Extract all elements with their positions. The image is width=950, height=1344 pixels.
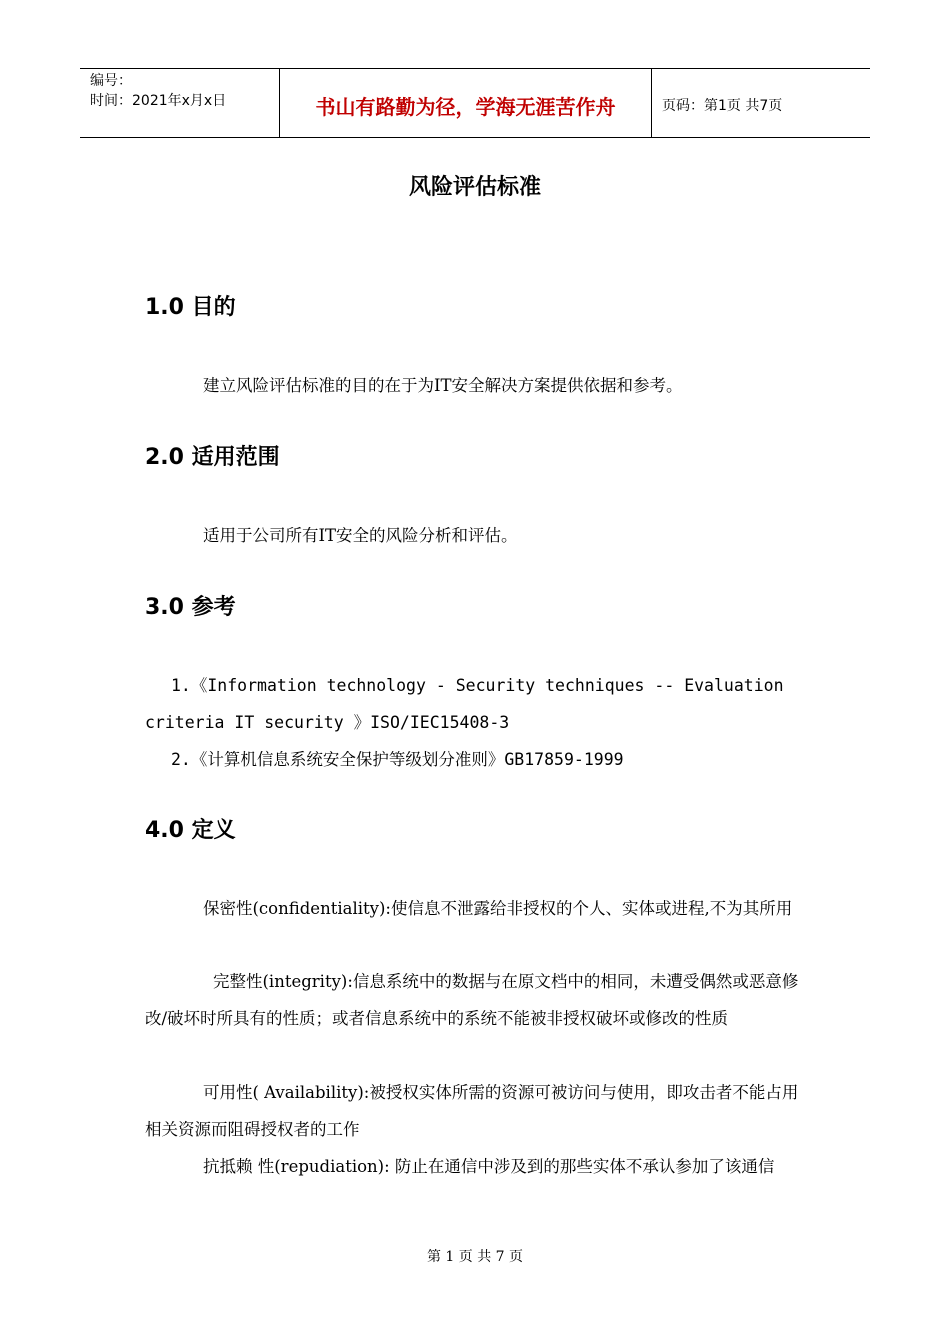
definition-confidentiality: 保密性(confidentiality):使信息不泄露给非授权的个人、实体或进程,不为其所用 xyxy=(203,899,793,918)
definition-availability: 可用性( Availability):被授权实体所需的资源可被访问与使用，即攻击者不能占用相关资源而阻碍授权者的工作 xyxy=(145,1083,799,1139)
reference-item: 1.《Information technology - Security techniques -- Evaluation criteria IT security 》ISO/IEC15408-3 xyxy=(145,676,784,732)
document-number: 编号： xyxy=(90,73,132,89)
header-motto: 书山有路勤为径，学海无涯苦作舟 xyxy=(280,69,652,137)
purpose-text: 建立风险评估标准的目的在于为IT安全解决方案提供依据和参考。 xyxy=(203,376,683,395)
section-heading-purpose: 1.0 目的 xyxy=(145,295,236,320)
section-heading-definition: 4.0 定义 xyxy=(145,818,236,843)
header-meta xyxy=(80,69,280,137)
header-page-info: 页码：第1页 共7页 xyxy=(662,98,783,114)
page-footer: 第 1 页 共 7 页 xyxy=(426,1249,524,1265)
reference-item: 2.《计算机信息系统安全保护等级划分准则》GB17859-1999 xyxy=(171,750,624,769)
document-time: 时间：2021年x月x日 xyxy=(90,93,227,109)
definition-repudiation: 抗抵赖 性(repudiation): 防止在通信中涉及到的那些实体不承认参加了该通信 xyxy=(203,1157,775,1176)
section-heading-reference: 3.0 参考 xyxy=(145,595,236,620)
section-heading-scope: 2.0 适用范围 xyxy=(145,445,280,470)
definition-integrity: 完整性(integrity):信息系统中的数据与在原文档中的相同，未遭受偶然或恶意修改/破坏时所具有的性质；或者信息系统中的系统不能被非授权破坏或修改的性质 xyxy=(145,972,799,1028)
document-title: 风险评估标准 xyxy=(408,175,541,200)
scope-text: 适用于公司所有IT安全的风险分析和评估。 xyxy=(203,526,518,545)
page-header xyxy=(80,68,870,138)
